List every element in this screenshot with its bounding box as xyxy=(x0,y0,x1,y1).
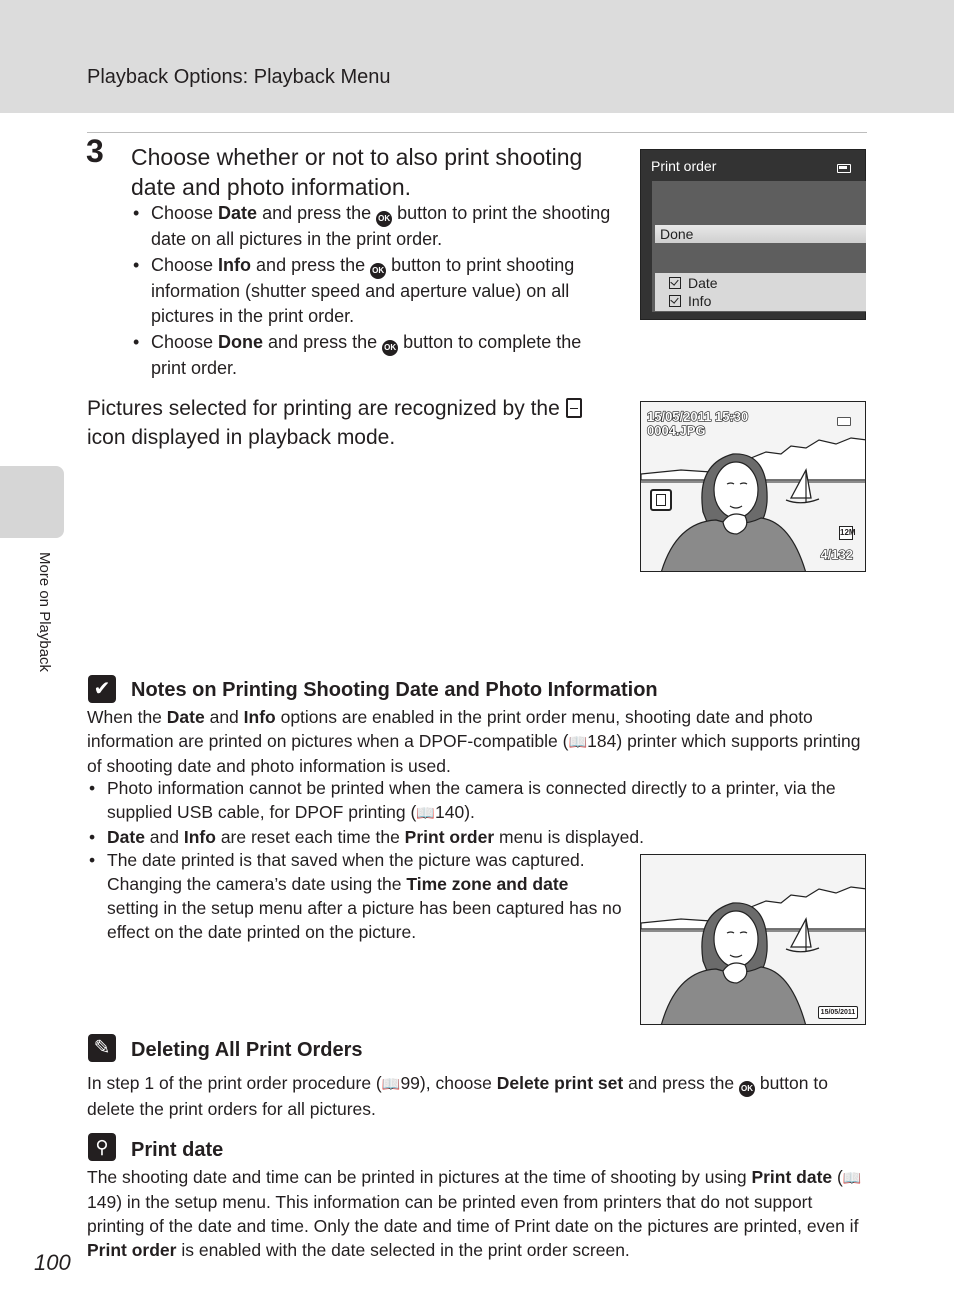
text: button to delete the print orders for all pictures. xyxy=(87,1073,828,1119)
bold-term: Print order xyxy=(404,827,495,847)
text: ). xyxy=(464,802,475,822)
battery-icon xyxy=(837,417,851,426)
book-icon: 📖 xyxy=(416,804,435,822)
bold-term: Date xyxy=(218,203,258,223)
note-body xyxy=(87,1165,867,1262)
note-bullets-narrow xyxy=(87,848,622,944)
side-tab xyxy=(0,466,64,538)
text: Pictures selected for printing are recognized by the xyxy=(87,397,566,420)
option-info[interactable] xyxy=(669,293,711,309)
bold-term: Print date xyxy=(751,1167,833,1187)
text: are reset each time the xyxy=(215,827,405,847)
note-heading: Notes on Printing Shooting Date and Photo Information xyxy=(131,679,658,701)
text: The shooting date and time can be printed in pictures at the time of shooting by using xyxy=(87,1167,752,1187)
text: button to print shooting information (shutter speed and aperture value) on all pictures in the print order. xyxy=(151,255,575,326)
option-label: Date xyxy=(688,275,718,291)
side-tab-label-box xyxy=(33,552,53,712)
bold-term: Date xyxy=(166,707,205,727)
note-intro xyxy=(87,705,867,778)
text: setting in the setup menu after a picture has been captured has no effect on the date printed on the picture. xyxy=(107,898,622,942)
note-heading: Print date xyxy=(131,1139,224,1161)
text: ) in the setup menu. This information can be printed even from printers that do not support printing of the date and time. Only the date and time of Print date on the pictures are printed, even if xyxy=(87,1192,859,1236)
book-icon: 📖 xyxy=(381,1075,401,1093)
text: and xyxy=(144,827,184,847)
text: ), choose xyxy=(419,1073,497,1093)
text: Choose xyxy=(151,332,219,352)
step-bullet xyxy=(131,253,621,329)
step-title: Choose whether or not to also print shooting date and photo information. xyxy=(131,144,583,200)
text: In step 1 of the print order procedure ( xyxy=(87,1073,382,1093)
datetime-overlay: 15/05/2011 15:30 xyxy=(647,409,749,424)
bold-term: Done xyxy=(218,332,264,352)
header-band xyxy=(0,0,954,113)
checkbox-icon xyxy=(669,277,681,289)
step-bullets xyxy=(131,201,621,382)
step-number: 3 xyxy=(86,133,104,169)
step-bullet xyxy=(131,330,621,381)
bold-term: Info xyxy=(183,827,216,847)
text: icon displayed in playback mode. xyxy=(87,426,396,449)
step-bullet xyxy=(131,201,621,252)
date-imprint: 15/05/2011 xyxy=(818,1006,858,1019)
text: When the xyxy=(87,707,167,727)
date-stamped-photo xyxy=(640,854,866,1025)
text: and press the xyxy=(251,255,371,275)
note-bullet xyxy=(87,825,867,849)
side-tab-label: More on Playback xyxy=(36,552,53,673)
bold-term: Time zone and date xyxy=(406,874,569,894)
text: and press the xyxy=(263,332,383,352)
note-bullet xyxy=(87,848,622,944)
text: and xyxy=(204,707,244,727)
pencil-note-icon: ✎ xyxy=(88,1034,116,1062)
check-note-icon: ✔ xyxy=(88,675,116,703)
header-rule xyxy=(87,132,867,133)
battery-icon xyxy=(837,164,851,173)
page-ref: 184 xyxy=(587,731,617,751)
options-box xyxy=(655,273,866,311)
text: button to complete the print order. xyxy=(151,332,582,378)
note-heading: Deleting All Print Orders xyxy=(131,1039,363,1061)
book-icon: 📖 xyxy=(568,733,588,751)
page-ref: 149 xyxy=(87,1192,117,1212)
text: and press the xyxy=(257,203,377,223)
ok-button-icon: OK xyxy=(376,211,392,227)
recognized-paragraph xyxy=(87,394,607,452)
text: Choose xyxy=(151,203,219,223)
option-date[interactable] xyxy=(669,275,718,291)
ok-button-icon: OK xyxy=(739,1081,755,1097)
option-label: Info xyxy=(688,293,712,309)
note-body xyxy=(87,1071,867,1121)
bold-term: Info xyxy=(243,707,276,727)
bold-term: Delete print set xyxy=(496,1073,624,1093)
frame-counter: 4/132 xyxy=(820,547,853,562)
ok-button-icon: OK xyxy=(370,263,386,279)
menu-panel xyxy=(652,181,866,312)
text: options are enabled in the print order menu, shooting date and photo information are printed on pictures when a DPOF-compatible ( xyxy=(87,707,813,751)
note-bullet xyxy=(87,776,867,825)
bold-term: Date xyxy=(107,827,145,847)
text: is enabled with the date selected in the print order screen. xyxy=(176,1240,630,1260)
print-order-icon xyxy=(566,398,582,418)
menu-item-done[interactable]: Done xyxy=(655,225,866,243)
text: button to print the shooting date on all pictures in the print order. xyxy=(151,203,611,249)
page-ref: 99 xyxy=(400,1073,420,1093)
page-number: 100 xyxy=(34,1250,71,1275)
page-header: Playback Options: Playback Menu xyxy=(87,66,391,88)
bold-term: Print order xyxy=(87,1240,177,1260)
text: The date printed is that saved when the picture was captured. Changing the camera’s date using the xyxy=(107,850,585,894)
bold-term: Info xyxy=(218,255,252,275)
magnifier-note-icon: ⚲ xyxy=(88,1133,116,1161)
text: Photo information cannot be printed when the camera is connected directly to a printer, via the supplied USB cable, for DPOF printing ( xyxy=(107,778,836,822)
text: ( xyxy=(832,1167,843,1187)
screen-title: Print order xyxy=(651,158,717,174)
text: and press the xyxy=(623,1073,739,1093)
filename-overlay: 0004.JPG xyxy=(647,423,706,438)
print-order-screen xyxy=(640,149,866,320)
text: Choose xyxy=(151,255,219,275)
note-bullets xyxy=(87,776,867,849)
text: ) printer which supports printing of shooting date and photo information is used. xyxy=(87,731,861,776)
checkbox-icon xyxy=(669,295,681,307)
ok-button-icon: OK xyxy=(382,340,398,356)
book-icon: 📖 xyxy=(842,1169,862,1187)
page-ref: 140 xyxy=(435,802,465,822)
print-order-icon xyxy=(650,489,672,511)
playback-screen xyxy=(640,401,866,572)
portrait-illustration xyxy=(641,855,866,1025)
image-size-icon: 12M xyxy=(839,526,853,540)
text: menu is displayed. xyxy=(494,827,644,847)
